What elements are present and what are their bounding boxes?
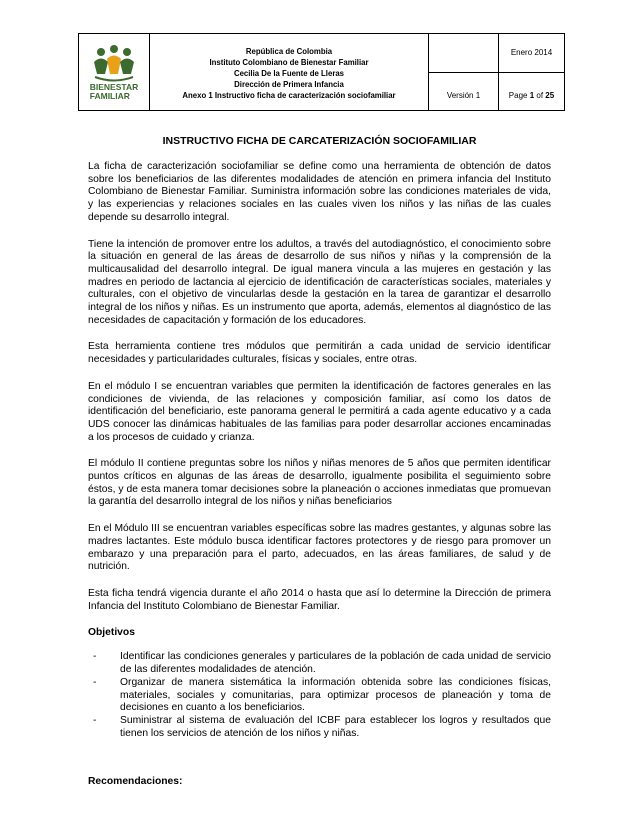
page-total: 25 [545,91,555,100]
objective-text: Identificar las condiciones generales y particulares de la población de cada unidad de servicio de las diferentes modalidades de atención. [120,651,551,676]
objectives-heading: Objetivos [88,627,135,639]
bullet-dash: - [93,714,97,726]
header-page-number [499,73,564,111]
header-institution-block [150,34,429,110]
paragraph: En el Módulo III se encuentran variables específicas sobre las madres gestantes, y algunas sobre las madres lactantes. Este módulo busca identificar factores protectores y de riesgo para promover un embarazo y una preparación para el parto, adecuados, en las áreas familiares, de salud y de nutrición. [88,523,551,573]
list-item [88,677,551,715]
objective-text: Suministrar al sistema de evaluación del ICBF para establecer los logros y resultados que tienen los servicios de atención de los niños y niñas. [120,714,551,739]
list-item [88,715,551,740]
header-institute: Instituto Colombiano de Bienestar Familiar [209,57,369,67]
icbf-logo [79,34,150,110]
header-date: Enero 2014 [510,48,553,58]
document-body [88,135,551,787]
bienestar-familiar-logo-icon [91,44,137,82]
objective-text: Organizar de manera sistemática la información obtenida sobre las condiciones físicas, materiales, sociales y comunitarias, para optimizar procesos de planeación y toma de decisiones en cuanto a los beneficiarios. [120,676,551,714]
page-current: 1 [529,91,535,100]
page-prefix: Page [508,91,528,100]
logo-text-line-1: BIENESTAR [89,81,139,92]
document-title: INSTRUCTIVO FICHA DE CARCATERIZACIÓN SOCIOFAMILIAR [162,135,477,147]
header-name: Cecilia De la Fuente de Lleras [233,68,345,78]
bullet-dash: - [93,651,97,663]
paragraph: Esta herramienta contiene tres módulos que permitirán a cada unidad de servicio identificar necesidades y particularidades culturales, físicas y sociales, entre otras. [88,341,551,366]
recommendations-heading: Recomendaciones: [88,776,183,788]
header-version: Versión 1 [429,73,499,111]
list-item [88,651,551,676]
paragraph: En el módulo I se encuentran variables que permiten la identificación de factores generales en las condiciones de vivienda, de las relaciones y composición familiar, así como los datos de identificación del beneficiario, este panorama general le permitirá a cada agente educativo y a cada UDS conocer las dinámicas habituales de las familias para poder desarrollar acciones encaminadas a los procesos de cuidado y crianza. [88,380,551,443]
paragraph: Tiene la intención de promover entre los adultos, a través del autodiagnóstico, el conocimiento sobre la situación en general de las áreas de desarrollo de sus niños y niñas y la comprensión de la multicausalidad del desarrollo integral. De igual manera vincula a las mujeres en gestación y las madres en periodo de lactancia al ejercicio de identificación de características sociales, materiales y culturales, con el objetivo de vincularlas desde la gestación en la tarea de garantizar el desarrollo integral de los niños y niñas. Es un instrumento que aporta, además, elementos al diagnóstico de las necesidades de capacitación y formación de los educadores. [88,238,551,326]
header-country: República de Colombia [245,46,333,56]
header-empty-cell [429,34,499,72]
bullet-dash: - [93,676,97,688]
document-header-table [78,33,565,111]
page-of: of [536,91,544,100]
paragraph: La ficha de caracterización sociofamiliar se define como una herramienta de obtención de datos sobre los beneficiarios de las diferentes modalidades de atención en primera infancia del Instituto Colombiano de Bienestar Familiar. Suministra información sobre las condiciones materiales de vida, y las experiencias y relaciones sociales en las cuales viven los niños y las niñas de las cuales depende su desarrollo integral. [88,161,551,223]
objectives-list [88,651,551,740]
paragraph: Esta ficha tendrá vigencia durante el año 2014 o hasta que así lo determine la Dirección de primera Infancia del Instituto Colombiano de Bienestar Familiar. [88,587,551,612]
header-annex: Anexo 1 Instructivo ficha de caracterización sociofamiliar [182,90,396,100]
paragraph: El módulo II contiene preguntas sobre los niños y niñas menores de 5 años que permiten identificar puntos críticos en algunas de las áreas de desarrollo, igualmente posibilita el seguimiento sobre éstos, y de esta manera tomar decisiones sobre la planeación o acciones inmediatas que promuevan la garantía del desarrollo integral de los niños y niñas beneficiarios [88,458,551,508]
logo-text-line-2: FAMILIAR [89,90,130,101]
header-direction: Dirección de Primera Infancia [234,79,344,89]
